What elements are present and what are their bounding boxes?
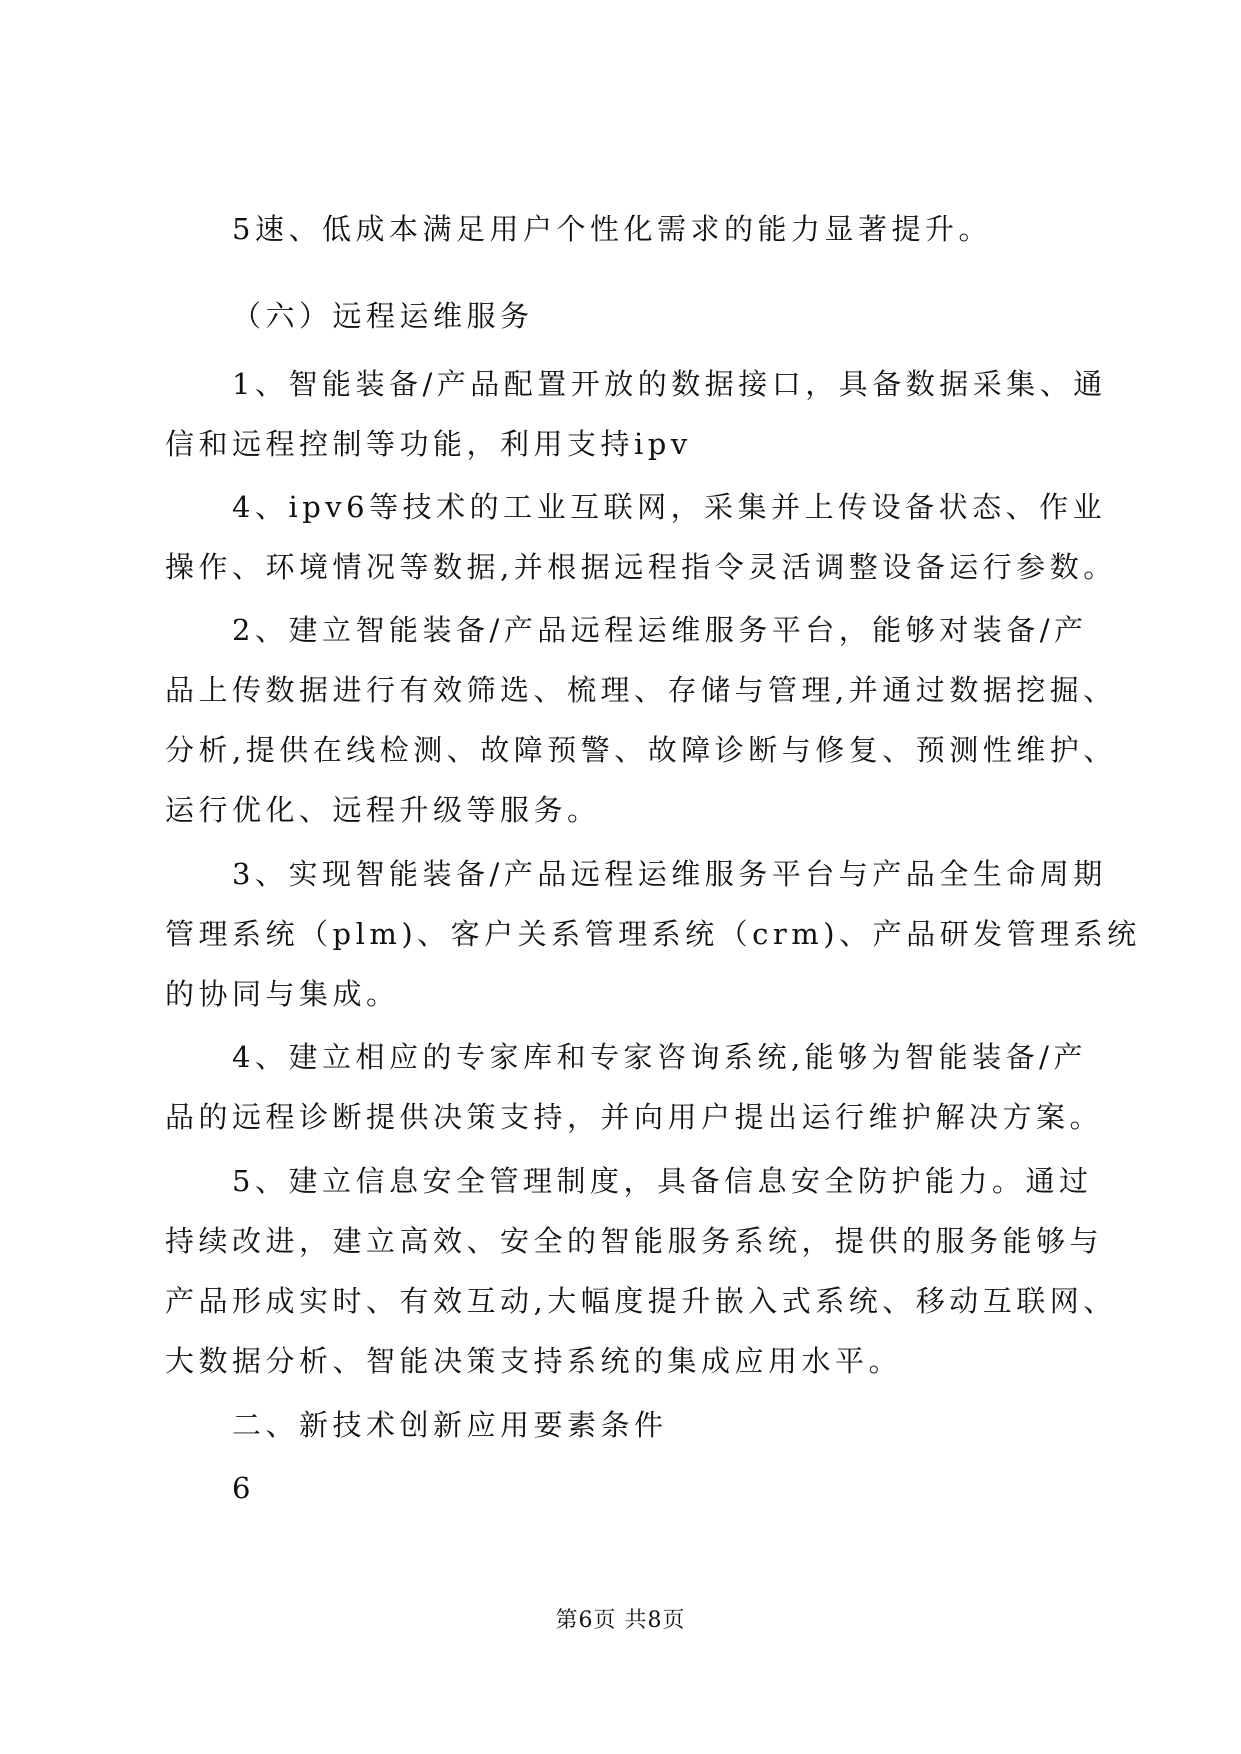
text-line-9: 分析,提供在线检测、故障预警、故障诊断与修复、预测性维护、 xyxy=(165,733,1117,767)
text-line-3: 1、智能装备/产品配置开放的数据接口，具备数据采集、通 xyxy=(232,367,1107,401)
section-heading-new-tech: 二、新技术创新应用要素条件 xyxy=(232,1408,668,1442)
text-line-8: 品上传数据进行有效筛选、梳理、存储与管理,并通过数据挖掘、 xyxy=(165,673,1117,707)
text-line-15: 品的远程诊断提供决策支持，并向用户提出运行维护解决方案。 xyxy=(165,1100,1104,1134)
text-line-12: 管理系统（plm)、客户关系管理系统（crm)、产品研发管理系统 xyxy=(165,917,1141,951)
text-line-4: 信和远程控制等功能，利用支持ipv xyxy=(165,427,692,461)
section-heading-remote-ops: （六）远程运维服务 xyxy=(232,299,534,333)
text-line-19: 大数据分析、智能决策支持系统的集成应用水平。 xyxy=(165,1344,903,1378)
text-line-1: 5速、低成本满足用户个性化需求的能力显著提升。 xyxy=(232,212,992,246)
text-line-13: 的协同与集成。 xyxy=(165,977,400,1011)
text-line-5: 4、ipv6等技术的工业互联网，采集并上传设备状态、作业 xyxy=(232,490,1107,524)
text-line-10: 运行优化、远程升级等服务。 xyxy=(165,793,601,827)
text-line-17: 持续改进，建立高效、安全的智能服务系统，提供的服务能够与 xyxy=(165,1224,1104,1258)
text-line-18: 产品形成实时、有效互动,大幅度提升嵌入式系统、移动互联网、 xyxy=(165,1284,1117,1318)
page-footer: 第6页 共8页 xyxy=(555,1608,686,1633)
text-line-6: 操作、环境情况等数据,并根据远程指令灵活调整设备运行参数。 xyxy=(165,550,1117,584)
text-line-11: 3、实现智能装备/产品远程运维服务平台与产品全生命周期 xyxy=(232,857,1107,891)
text-line-7: 2、建立智能装备/产品远程运维服务平台，能够对装备/产 xyxy=(232,613,1088,647)
text-line-14: 4、建立相应的专家库和专家咨询系统,能够为智能装备/产 xyxy=(232,1040,1087,1074)
text-line-16: 5、建立信息安全管理制度，具备信息安全防护能力。通过 xyxy=(232,1164,1093,1198)
page-number-inline: 6 xyxy=(232,1471,255,1505)
